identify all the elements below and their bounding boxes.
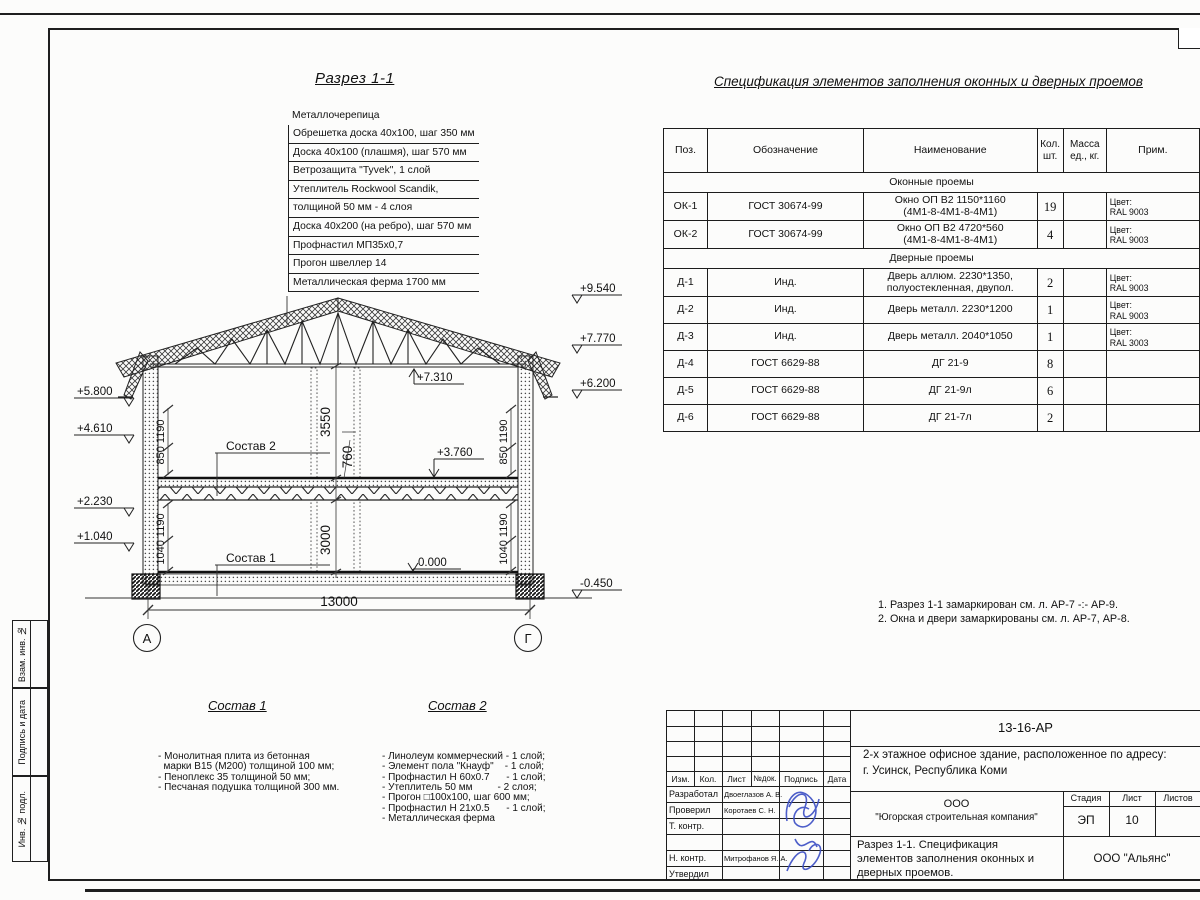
elev-ceiling: +7.310 [417,372,453,384]
tb-stage-label: Стадия [1070,793,1102,803]
sidebar-box-inv-label [13,777,31,861]
dim-window-upper-left: 850 1190 [155,419,167,465]
axis-letter-left: А [142,631,152,646]
elev-right-1: +9.540 [580,283,616,295]
table-row: Д-5 ГОСТ 6629-88 ДГ 21-9л 6 [664,378,1200,405]
tb-role-label: Утвердил [669,869,709,879]
table-row: Д-3 Инд. Дверь металл. 2040*1050 1 Цвет: RAL 3003 [664,324,1200,351]
elev-right-2: +7.770 [580,333,616,345]
elev-left-3: +2.230 [77,496,113,508]
elev-left-1: +5.800 [77,386,113,398]
col-qty: Кол. шт. [1037,129,1063,173]
table-row: Д-6 ГОСТ 6629-88 ДГ 21-7л 2 [664,405,1200,432]
table-row: ОК-1 ГОСТ 30674-99 Окно ОП В2 1150*1160 (4М1-8-4М1-8-4М1) 19 Цвет: RAL 9003 [664,193,1200,221]
axis-bubbles [134,625,542,652]
frame-top [48,28,1200,30]
tb-col-list: Лист [727,774,746,784]
roof-legend-item: Обрешетка доска 40х100, шаг 350 мм [289,125,479,144]
sidebar-box-inv [12,776,48,862]
sidebar-box-podpis [12,688,48,776]
dim-window-upper-right: 850 1190 [498,419,510,465]
tb-role-name: Коротаев С. Н. [724,806,776,815]
sostav2-heading: Состав 2 [428,698,487,713]
elev-right-3: +6.200 [580,378,616,390]
col-pos: Поз. [664,129,708,173]
tb-col-data: Дата [827,774,847,784]
tb-col-podpis: Подпись [784,774,818,784]
roof-legend-item: толщиной 50 мм - 4 слоя [289,199,479,218]
roof-legend-header: Металлочерепица [292,110,380,121]
tb-role-label: Разработал [669,789,718,799]
elev-floor2: +3.760 [437,447,473,459]
elev-floor1: 0.000 [418,557,447,569]
title-block [666,710,1200,880]
sidebar-label-text: Инв. № подл. [16,790,27,848]
section-title: Разрез 1-1 [315,70,395,87]
sidebar-label-text: Подпись и дата [16,699,27,765]
roof-legend-item: Ветрозащита "Tyvek", 1 слой [289,162,479,181]
sostav2-list: - Линолеум коммерческий - 1 слой; - Элемент пола "Кнауф" - 1 слой; - Профнастил Н 60х0.7 - 1 слой; - Утеплитель 50 мм - 2 слоя; - Прогон □100х100, шаг 600 мм; - Профнастил Н 21х0.5 - 1 слой; - Металлическая ферма [382,750,546,825]
tb-subtitle-line3: дверных проемов. [857,867,954,879]
dim-floor2-height: 3550 [318,406,333,438]
tb-company-line2: "Югорская строительная компания" [875,812,1038,823]
col-doc: Обозначение [707,129,863,173]
tb-role-label: Проверил [669,805,711,815]
spec-header-row [664,129,1200,173]
corner-stamp-box [1178,28,1200,49]
table-row: ОК-2 ГОСТ 30674-99 Окно ОП В2 4720*560 (4М1-8-4М1-8-4М1) 4 Цвет: RAL 9003 [664,221,1200,249]
tb-col-izm: Изм. [671,774,690,784]
sostav1-list: - Монолитная плита из бетонная марки В15 (М200) толщиной 100 мм; - Пеноплекс 35 толщиной 50 мм; - Песчаная подушка толщиной 300 мм. [158,750,340,794]
notes [878,598,1130,626]
tb-contractor: ООО "Альянс" [1093,853,1171,865]
dim-floor1-height: 3000 [318,524,333,556]
tb-role-name: Митрофанов Я. А. [724,854,788,863]
tb-subtitle-line2: элементов заполнения оконных и [857,853,1035,865]
dim-window-lower-left: 1040 1190 [155,513,167,565]
sidebar-box-vzam [12,620,48,688]
mid-floor-slab [158,478,518,500]
tb-subtitle-line1: Разрез 1-1. Спецификация [857,839,999,851]
tb-col-ndoc: №док. [753,774,777,783]
col-name: Наименование [863,129,1037,173]
tb-company-line1: ООО [943,798,970,810]
tb-sheets-label: Листов [1163,793,1193,803]
section-band-windows: Оконные проемы [664,173,1200,193]
table-row: Д-1 Инд. Дверь аллюм. 2230*1350, полуостекленная, двупол. 2 Цвет: RAL 9003 [664,269,1200,297]
roof-legend-item: Профнастил МП35х0,7 [289,237,479,256]
dim-window-lower-right: 1040 1190 [498,513,510,565]
tb-doc-number: 13-16-АР [998,720,1053,735]
roof-legend-item: Металлическая ферма 1700 мм [289,274,479,293]
paper-bottom-edge [85,889,1200,892]
tb-col-kol: Кол. [699,774,717,784]
spec-title: Спецификация элементов заполнения оконных и дверных проемов [714,74,1143,89]
dim-slab-thickness: 760 [340,445,355,469]
sostav2-label: Состав 2 [226,439,276,453]
elev-left-4: +1.040 [77,531,113,543]
walls [143,356,533,584]
sostav1-label: Состав 1 [226,551,276,565]
note-2: 2. Окна и двери замаркированы см. л. АР-7, АР-8. [878,613,1130,625]
tb-stage-value: ЭП [1077,813,1095,827]
col-mass: Масса ед., кг. [1063,129,1106,173]
roof-legend-item: Доска 40х200 (на ребро), шаг 570 мм [289,218,479,237]
table-row: Д-2 Инд. Дверь металл. 2230*1200 1 Цвет: RAL 9003 [664,297,1200,324]
tb-role-label: Н. контр. [669,853,707,863]
spec-table [663,128,1200,432]
elev-left-2: +4.610 [77,423,113,435]
elev-right-4: -0.450 [580,578,613,590]
table-row: Д-4 ГОСТ 6629-88 ДГ 21-9 8 [664,351,1200,378]
building-section-drawing [60,95,660,680]
tb-project-line1: 2-х этажное офисное здание, расположенное по адресу: [863,749,1167,761]
dim-total-width: 13000 [320,594,358,609]
roof-legend-item: Доска 40х100 (плашмя), шаг 570 мм [289,144,479,163]
section-band-doors: Дверные проемы [664,249,1200,269]
tb-project-line2: г. Усинск, Республика Коми [863,765,1008,777]
sidebar-label-text: Взам. инв. № [16,625,27,683]
tb-role-label: Т. контр. [669,821,705,831]
roof-legend-item: Прогон швеллер 14 [289,255,479,274]
axis-letter-right: Г [524,631,532,646]
sidebar-box-podpis-label [13,689,31,775]
frame-left [48,28,50,880]
sostav1-heading: Состав 1 [208,698,267,713]
note-1: 1. Разрез 1-1 замаркирован см. л. АР-7 -:- АР-9. [878,599,1119,611]
tb-role-name: Двоеглазов А. В. [724,790,783,799]
paper-top-edge [0,13,1200,15]
elevation-marks-left [74,398,134,551]
col-note: Прим. [1106,129,1199,173]
tb-sheet-value: 10 [1125,813,1139,827]
sidebar-box-vzam-label [13,621,31,687]
roof-legend-item: Утеплитель Rockwool Scandik, [289,181,479,200]
tb-sheet-label: Лист [1122,793,1142,803]
elevation-marks-inner [408,369,484,571]
